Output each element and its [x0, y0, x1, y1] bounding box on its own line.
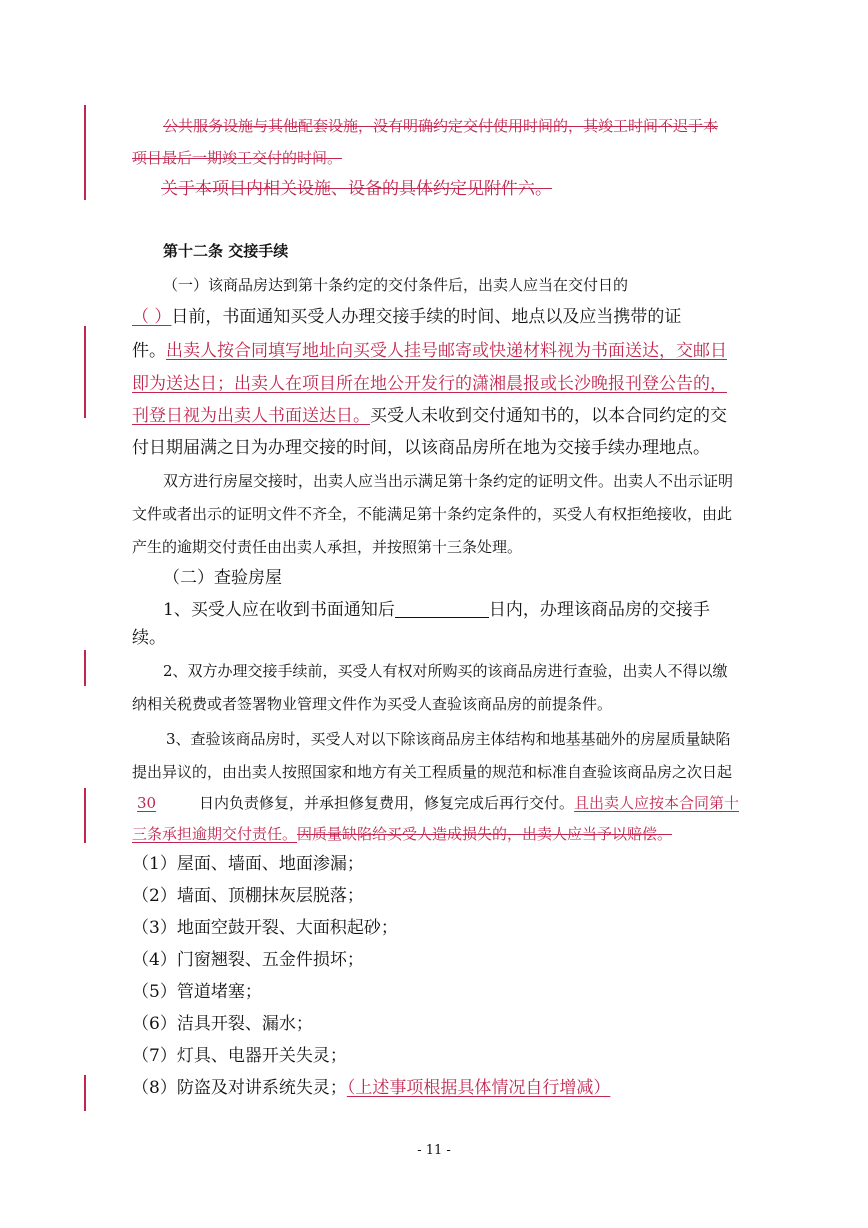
item-text: 提出异议的，由出卖人按照国家和地方有关工程质量的规范和标准自查验该商品房之次日起 — [132, 763, 733, 781]
page-number: - 11 - — [417, 1143, 451, 1158]
delivery-date-blank: （ ） — [132, 307, 172, 327]
item-text: 1、买受人应在收到书面通知后 — [163, 600, 395, 620]
inserted-text: 出卖人按合同填写地址向买受人挂号邮寄或快递材料视为书面送达，交邮日 — [166, 341, 727, 361]
paragraph-line: 文件或者出示的证明文件不齐全，不能满足第十条约定条件的，买受人有权拒绝接收，由此 — [132, 505, 733, 523]
defect-item: （5）管道堵塞； — [132, 982, 262, 1002]
deleted-text-line: 关于本项目内相关设施、设备的具体约定见附件六。 — [161, 179, 552, 199]
paragraph-line: （一）该商品房达到第十条约定的交付条件后，出卖人应当在交付日的 — [163, 276, 629, 294]
change-bar — [84, 1075, 86, 1111]
defect-item: （4）门窗翘裂、五金件损坏； — [132, 950, 364, 970]
defect-item: （1）屋面、墙面、地面渗漏； — [132, 854, 364, 874]
defect-item: （7）灯具、电器开关失灵； — [132, 1046, 347, 1066]
paragraph-text: 买受人未收到交付通知书的，以本合同约定的交 — [370, 406, 727, 426]
deleted-text: 因质量缺陷给买受人造成损失的，出卖人应当予以赔偿。 — [297, 825, 673, 843]
item-text: 2、双方办理交接手续前，买受人有权对所购买的该商品房进行查验，出卖人不得以缴 — [163, 662, 728, 680]
inserted-text: 即为送达日；出卖人在项目所在地公开发行的潇湘晨报或长沙晚报刊登公告的， — [132, 374, 727, 394]
deleted-text-line: 项目最后一期竣工交付的时间。 — [132, 149, 343, 167]
inserted-text: 刊登日视为出卖人书面送达日。 — [132, 406, 370, 426]
paragraph-text: 件。 — [132, 341, 166, 361]
change-bar — [84, 650, 86, 686]
change-bar — [84, 326, 86, 418]
repair-days-value: 30 — [137, 794, 157, 812]
item-text: 日内负责修复，并承担修复费用，修复完成后再行交付。 — [199, 794, 575, 812]
days-blank — [395, 600, 489, 618]
change-bar — [84, 788, 86, 843]
article-title: 第十二条 交接手续 — [163, 242, 289, 260]
defect-item: （3）地面空鼓开裂、大面积起砂； — [132, 918, 398, 938]
paragraph-text: 日前，书面通知买受人办理交接手续的时间、地点以及应当携带的证 — [171, 307, 682, 327]
defect-item: （6）洁具开裂、漏水； — [132, 1014, 313, 1034]
deleted-text-line: 公共服务设施与其他配套设施，没有明确约定交付使用时间的，其竣工时间不迟于本 — [163, 117, 719, 135]
item-text: 3、查验该商品房时，买受人对以下除该商品房主体结构和地基基础外的房屋质量缺陷 — [166, 730, 731, 748]
defects-note: （上述事项根据具体情况自行增减） — [346, 1078, 611, 1098]
defect-item: （2）墙面、顶棚抹灰层脱落； — [132, 886, 364, 906]
change-bar — [84, 105, 86, 200]
inserted-text: 且出卖人应按本合同第十 — [574, 794, 740, 812]
defect-item: （8）防盗及对讲系统失灵； — [132, 1078, 347, 1098]
item-text: 日内，办理该商品房的交接手 — [488, 600, 710, 620]
paragraph-line: 付日期届满之日为办理交接的时间，以该商品房所在地为交接手续办理地点。 — [132, 438, 710, 458]
item-text: 纳相关税费或者签署物业管理文件作为买受人查验该商品房的前提条件。 — [132, 695, 613, 713]
inserted-text: 三条承担逾期交付责任。 — [132, 825, 298, 843]
item-text: 续。 — [132, 628, 166, 648]
section-title: （二）查验房屋 — [163, 568, 282, 588]
paragraph-line: 双方进行房屋交接时，出卖人应当出示满足第十条约定的证明文件。出卖人不出示证明 — [163, 472, 734, 490]
paragraph-line: 产生的逾期交付责任由出卖人承担，并按照第十三条处理。 — [132, 538, 523, 556]
